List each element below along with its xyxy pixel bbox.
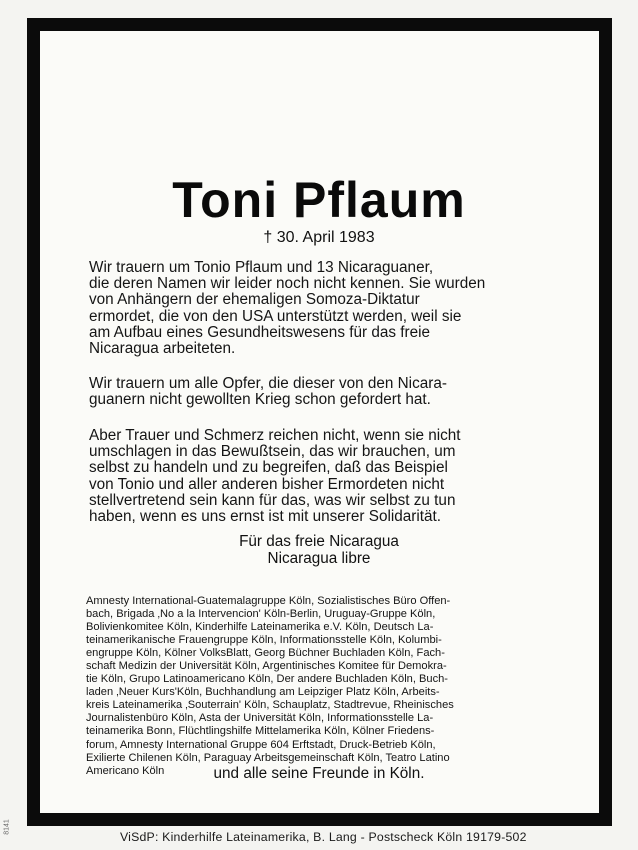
slogan: Für das freie Nicaragua Nicaragua libre xyxy=(239,533,399,567)
archive-number: 8141 xyxy=(3,819,11,835)
paragraph-mourning: Wir trauern um Tonio Pflaum und 13 Nicaraguaner, die deren Namen wir leider noch nicht kennen. Sie wurden von Anhängern der ehemaligen Somoza-Diktatur ermordet, die von den USA unterstützt werden, weil sie am Aufbau eines Gesundheitswesens für das freie Nicaragua arbeiteten. xyxy=(89,259,486,358)
paragraph-solidarity: Aber Trauer und Schmerz reichen nicht, wenn sie nicht umschlagen in das Bewußtsein, das wir brauchen, um selbst zu handeln und zu begreifen, daß das Beispiel von Tonio und aller anderen bisher Ermordeten nicht stellvertretend sein kann für das, was wir selbst zu tun haben, wenn es uns ernst ist mit unserer Solidarität. xyxy=(89,427,461,526)
organizations-list: Amnesty International-Guatemalagruppe Köln, Sozialistisches Büro Offen- bach, Brigada ‚No a la Intervencion' Köln-Berlin, Uruguay-Gruppe Köln, Bolivienkomitee Köln, Kinderhilfe Lateinamerika e.V. Köln, Deutsch La- teinamerikanische Frauengruppe Köln, Informationsstelle Köln, Kolumbi- engruppe Köln, Kölner VolksBlatt, Georg Büchner Buchladen Köln, Fach- schaft Medizin der Universität Köln, Argentinisches Komitee für Demokra- tie Köln, Grupo Latinoamericano Köln, Der andere Buchladen Köln, Buch- laden ‚Neuer Kurs'Köln, Buchhandlung am Leipziger Platz Köln, Arbeits- kreis Lateinamerika ‚Souterrain' Köln, Schauplatz, Stadtrevue, Rheinisches Journalistenbüro Köln, Asta der Universität Köln, Informationsstelle La- teinamerika Bonn, Flüchtlingshilfe Mittelamerika Köln, Kölner Friedens- forum, Amnesty International Gruppe 604 Erftstadt, Druck-Betrieb Köln, Exilierte Chilenen Köln, Paraguay Arbeitsgemeinschaft Köln, Teatro Latino Americano Köln xyxy=(86,595,454,777)
poster-title: Toni Pflaum xyxy=(172,172,466,228)
closing-line: und alle seine Freunde in Köln. xyxy=(213,765,425,782)
archive-number-stamp xyxy=(0,812,14,842)
imprint-line: ViSdP: Kinderhilfe Lateinamerika, B. Lang - Postscheck Köln 19179-502 xyxy=(120,830,527,844)
paragraph-victims: Wir trauern um alle Opfer, die dieser von den Nicara- guanern nicht gewollten Krieg schon gefordert hat. xyxy=(89,375,447,409)
death-date: † 30. April 1983 xyxy=(263,229,375,246)
